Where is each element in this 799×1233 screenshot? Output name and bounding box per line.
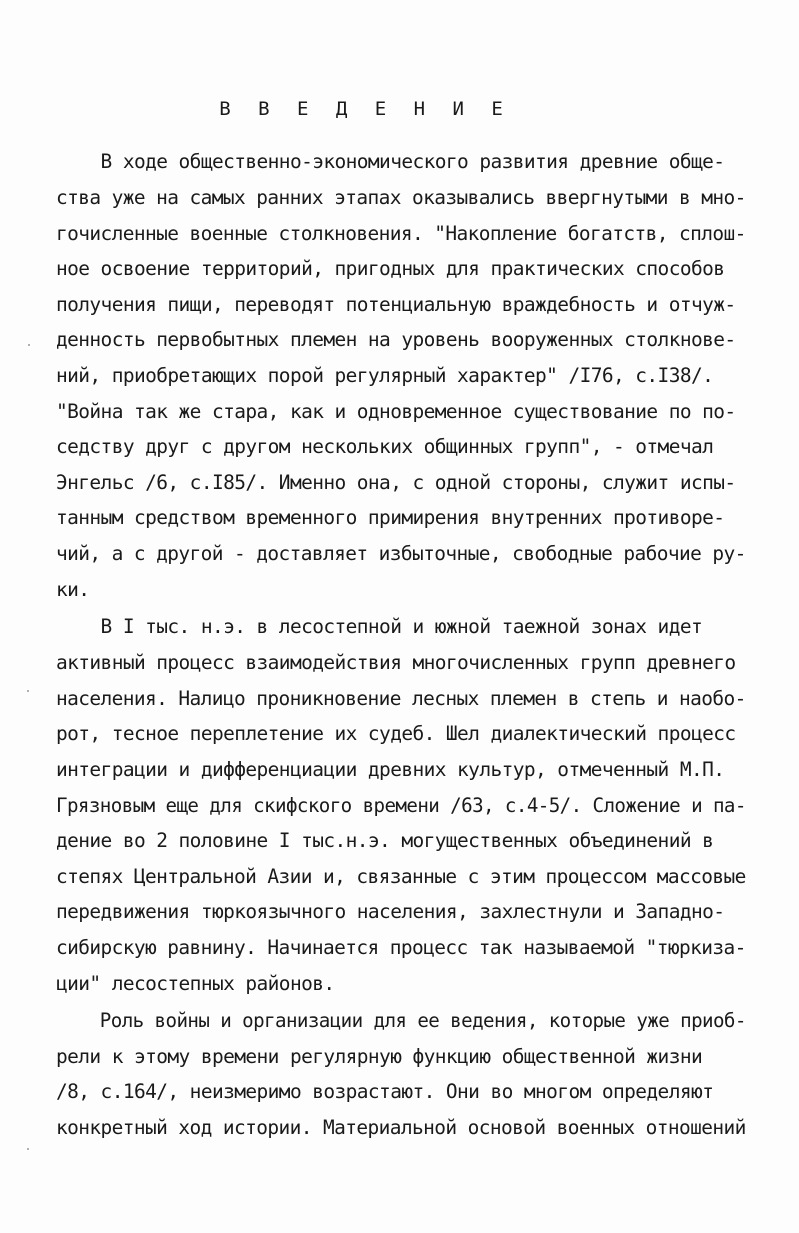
text-line: ний, приобретающих порой регулярный характер" /I76, с.I38/. bbox=[56, 364, 714, 387]
text-line: рели к этому времени регулярную функцию общественной жизни bbox=[56, 1045, 703, 1068]
text-line: танным средством временного примирения внутренних противоре- bbox=[56, 506, 725, 529]
text-line: ки. bbox=[56, 578, 90, 601]
text-line: В ходе общественно-экономического развития древние обще- bbox=[56, 150, 725, 173]
scan-speck bbox=[27, 690, 29, 692]
text-line: получения пищи, переводят потенциальную враждебность и отчуж- bbox=[56, 293, 736, 316]
text-line: денность первобытных племен на уровень вооруженных столкнове- bbox=[56, 328, 736, 351]
scan-speck bbox=[28, 344, 30, 346]
page-title: В В Е Д Е Н И Е bbox=[219, 98, 511, 120]
text-line: ции" лесостепных районов. bbox=[56, 972, 335, 995]
text-line: сибирскую равнину. Начинается процесс так называемой "тюркиза- bbox=[56, 936, 746, 959]
text-line: населения. Налицо проникновение лесных племен в степь и наобо- bbox=[56, 687, 746, 710]
text-line: рот, тесное переплетение их судеб. Шел диалектический процесс bbox=[56, 722, 736, 745]
text-line: интеграции и дифференциации древних культур, отмеченный М.П. bbox=[56, 758, 725, 781]
text-line: седству друг с другом нескольких общинных групп", - отмечал bbox=[56, 435, 714, 458]
text-line: Грязновым еще для скифского времени /63, с.4-5/. Сложение и па- bbox=[56, 794, 746, 817]
scan-speck bbox=[27, 1148, 29, 1150]
text-line: передвижения тюркоязычного населения, захлестнули и Западно- bbox=[56, 900, 725, 923]
text-line: В I тыс. н.э. в лесостепной и южной таежной зонах идет bbox=[56, 615, 703, 638]
text-line: Роль войны и организации для ее ведения, которые уже приоб- bbox=[56, 1009, 746, 1032]
text-line: чий, а с другой - доставляет избыточные, свободные рабочие ру- bbox=[56, 542, 746, 565]
text-line: /8, с.164/, неизмеримо возрастают. Они во многом определяют bbox=[56, 1080, 714, 1103]
text-line: "Война так же стара, как и одновременное существование по по- bbox=[56, 400, 736, 423]
text-line: конкретный ход истории. Материальной основой военных отношений bbox=[56, 1116, 746, 1139]
text-line: ное освоение территорий, пригодных для практических способов bbox=[56, 257, 725, 280]
text-line: ства уже на самых ранних этапах оказывались ввергнутыми в мно- bbox=[56, 186, 746, 209]
text-line: дение во 2 половине I тыс.н.э. могущественных объединений в bbox=[56, 829, 714, 852]
text-line: Энгельс /6, с.I85/. Именно она, с одной стороны, служит испы- bbox=[56, 471, 736, 494]
text-line: активный процесс взаимодействия многочисленных групп древнего bbox=[56, 651, 736, 674]
text-line: гочисленные военные столкновения. "Накопление богатств, сплош- bbox=[56, 222, 746, 245]
text-line: степях Центральной Азии и, связанные с этим процессом массовые bbox=[56, 865, 746, 888]
